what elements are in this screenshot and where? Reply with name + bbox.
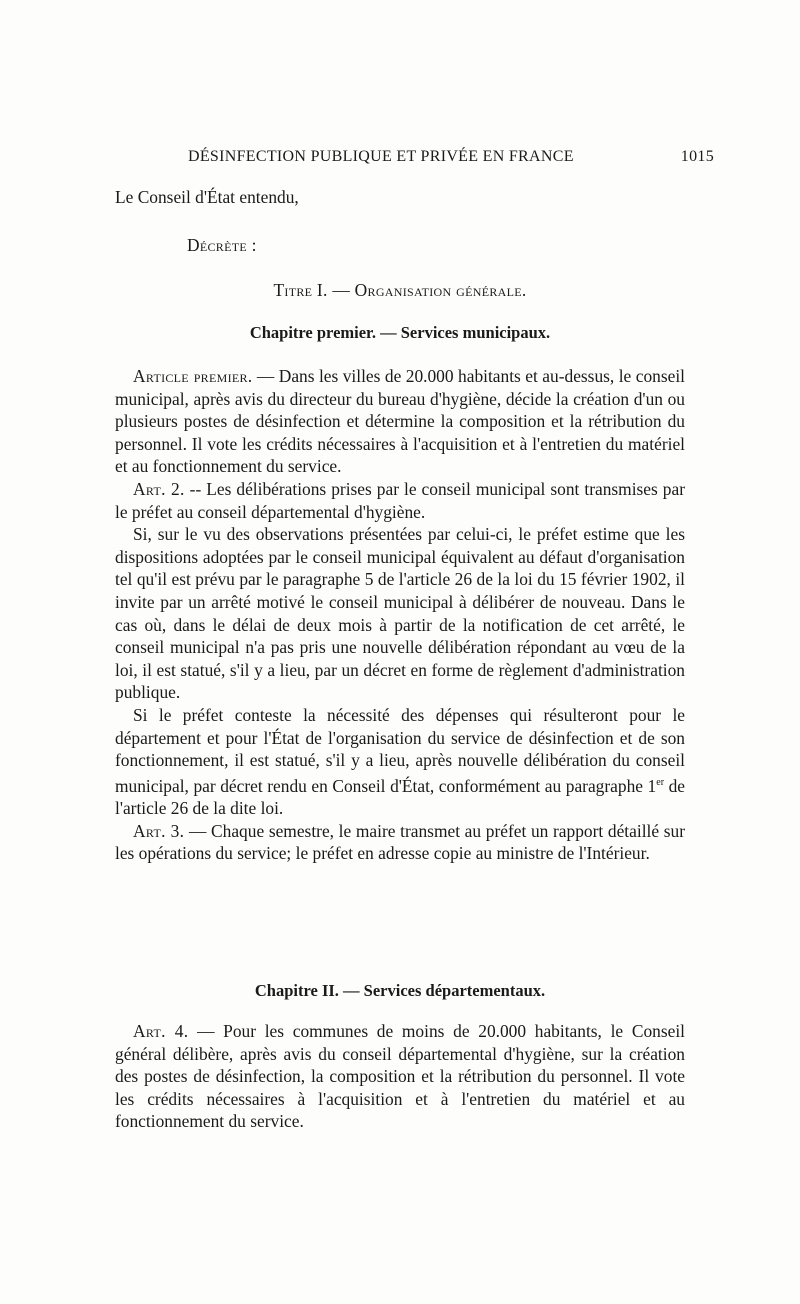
chapitre1-block (115, 322, 685, 345)
article-2-text: -- Les délibérations prises par le conseil municipal sont transmises par le préfet au conseil départemental d'hygiène. (115, 478, 685, 522)
running-title: DÉSINFECTION PUBLIQUE ET PRIVÉE EN FRANCE (188, 148, 574, 165)
page-number: 1015 (680, 148, 714, 165)
superscript-er: er (656, 776, 665, 788)
article-4-label: Art. 4. (133, 1021, 189, 1041)
decrete-line: Décrète : (187, 235, 257, 255)
article-2-paragraph-3-a: Si le préfet conteste la nécessité des dépenses qui résulteront pour le département et pour l'État de l'organisation du service de désinfection et de son fonctionnement, il est statué, s'il y a lieu, après nouvelle délibération du conseil municipal, par décret rendu en Conseil d'État, conformément au paragraphe 1 (115, 704, 685, 796)
chapitre1-heading: Chapitre premier. — Services municipaux. (249, 323, 551, 342)
chapitre2-heading: Chapitre II. — Services départementaux. (254, 981, 546, 1000)
chapitre2-body (115, 1020, 685, 1133)
titre-block (115, 279, 685, 302)
chapitre1-body (115, 365, 685, 865)
article-3-label: Art. 3. (133, 820, 185, 841)
decrete-block (187, 234, 487, 257)
article-premier (115, 365, 685, 478)
article-2-label: Art. 2. (133, 478, 185, 499)
article-2 (115, 478, 685, 523)
article-3 (115, 820, 685, 865)
conseil-line-block (115, 186, 685, 209)
article-4-text: — Pour les communes de moins de 20.000 habitants, le Conseil général délibère, après avis du conseil départemental d'hygiène, sur la création des postes de désinfection, la composition et la rétribution du personnel. Il vote les crédits nécessaires à l'acquisition et à l'entretien du matériel et au fonctionnement du service. (115, 1021, 685, 1132)
article-premier-label: Article premier. (133, 366, 253, 386)
article-2-paragraph-3-b: de l'article 26 de la dite loi. (115, 775, 686, 819)
article-4 (115, 1020, 685, 1133)
article-2-paragraph-3 (115, 704, 685, 820)
article-3-text: — Chaque semestre, le maire transmet au préfet un rapport détaillé sur les opérations du service; le préfet en adresse copie au ministre de l'Intérieur. (115, 820, 685, 864)
article-premier-text: — Dans les villes de 20.000 habitants et au-dessus, le conseil municipal, après avis du directeur du bureau d'hygiène, décide la création d'un ou plusieurs postes de désinfection et détermine la composition et la rétribution du personnel. Il vote les crédits nécessaires à l'acquisition et à l'entretien du matériel et au fonctionnement du service. (115, 366, 685, 477)
conseil-line: Le Conseil d'État entendu, (115, 187, 299, 207)
titre-heading: Titre I. — Organisation générale. (273, 280, 527, 300)
chapitre2-block (115, 980, 685, 1003)
article-2-paragraph-2: Si, sur le vu des observations présentées par celui-ci, le préfet estime que les dispositions adoptées par le conseil municipal équivalent au défaut d'organisation tel qu'il est prévu par le paragraphe 5 de l'article 26 de la loi du 15 février 1902, il invite par un arrêté motivé le conseil municipal à délibérer de nouveau. Dans le cas où, dans le délai de deux mois à partir de la notification de cet arrêté, le conseil municipal n'a pas pris une nouvelle délibération répondant au vœu de la loi, il est statué, s'il y a lieu, par un décret en forme de règlement d'administration publique. (115, 524, 685, 703)
